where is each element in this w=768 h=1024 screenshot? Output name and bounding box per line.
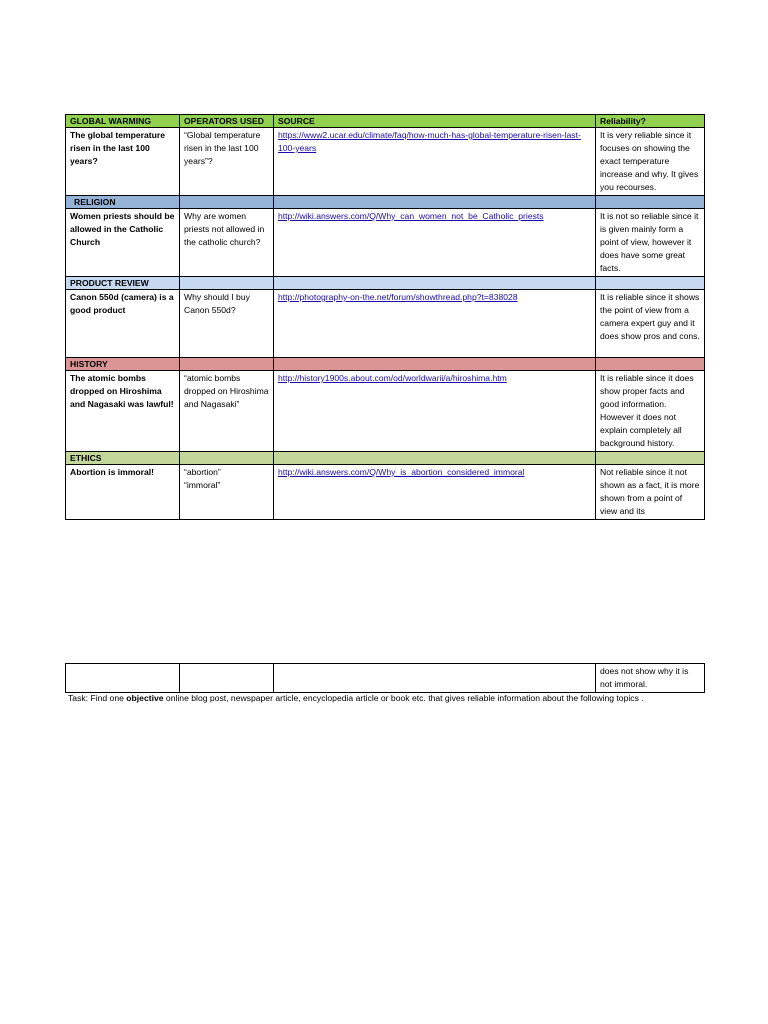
reliability-cell: It is reliable since it shows the point of view from a camera expert guy and it does show pros and cons.	[596, 290, 705, 358]
operators-cell: “atomic bombs dropped on Hiroshima and Nagasaki”	[180, 371, 274, 452]
header-row-history	[66, 358, 705, 371]
claim-cell: Canon 550d (camera) is a good product	[66, 290, 180, 358]
column-reliability: Reliability?	[596, 115, 705, 128]
continuation-table	[65, 663, 705, 693]
claim-cell: The global temperature risen in the last 100 years?	[66, 128, 180, 196]
source-cell	[274, 209, 596, 277]
header-cell	[180, 358, 274, 371]
source-link[interactable]: http://wiki.answers.com/Q/Why_is_abortion_considered_immoral	[278, 467, 525, 477]
source-cell	[274, 128, 596, 196]
header-cell	[274, 196, 596, 209]
claim-cell	[66, 664, 180, 693]
operator-line: “abortion”	[184, 467, 221, 477]
table-row	[66, 209, 705, 277]
header-row-global-warming	[66, 115, 705, 128]
header-cell	[180, 277, 274, 290]
header-cell	[596, 452, 705, 465]
reliability-cell: Not reliable since it not shown as a fact, it is more shown from a point of view and its	[596, 465, 705, 520]
topic-history: HISTORY	[66, 358, 180, 371]
operators-cell	[180, 664, 274, 693]
research-table	[65, 114, 705, 520]
header-cell	[180, 452, 274, 465]
header-row-product-review	[66, 277, 705, 290]
reliability-cell: It is very reliable since it focuses on showing the exact temperature increase and why. It gives you recourses.	[596, 128, 705, 196]
topic-global-warming: GLOBAL WARMING	[66, 115, 180, 128]
operators-cell: Why are women priests not allowed in the catholic church?	[180, 209, 274, 277]
source-link[interactable]: http://wiki.answers.com/Q/Why_can_women_not_be_Catholic_priests	[278, 211, 544, 221]
reliability-cell: It is reliable since it does show proper facts and good information. However it does not explain completely all background history.	[596, 371, 705, 452]
source-cell	[274, 371, 596, 452]
header-cell	[596, 277, 705, 290]
source-cell	[274, 664, 596, 693]
claim-cell: Women priests should be allowed in the Catholic Church	[66, 209, 180, 277]
header-row-ethics	[66, 452, 705, 465]
header-cell	[274, 452, 596, 465]
operators-cell: “Global temperature risen in the last 100 years”?	[180, 128, 274, 196]
table-row	[66, 371, 705, 452]
column-operators-used: OPERATORS USED	[180, 115, 274, 128]
task-suffix: online blog post, newspaper article, encyclopedia article or book etc. that gives reliable information about the following topics .	[163, 693, 644, 703]
table-row	[66, 664, 705, 693]
topic-religion: RELIGION	[66, 196, 180, 209]
table-row	[66, 290, 705, 358]
header-cell	[596, 196, 705, 209]
operators-cell	[180, 465, 274, 520]
source-link[interactable]: http://photography-on-the.net/forum/showthread.php?t=838028	[278, 292, 518, 302]
task-instructions	[68, 691, 708, 706]
source-cell	[274, 465, 596, 520]
topic-ethics: ETHICS	[66, 452, 180, 465]
claim-cell: The atomic bombs dropped on Hiroshima and Nagasaki was lawful!	[66, 371, 180, 452]
task-emphasis: objective	[126, 693, 164, 703]
source-cell	[274, 290, 596, 358]
reliability-cell: It is not so reliable since it is given mainly form a point of view, however it does have some great facts.	[596, 209, 705, 277]
header-cell	[274, 277, 596, 290]
topic-product-review: PRODUCT REVIEW	[66, 277, 180, 290]
table-row	[66, 128, 705, 196]
header-cell	[180, 196, 274, 209]
header-cell	[596, 358, 705, 371]
task-prefix: Task: Find one	[68, 693, 127, 703]
header-row-religion	[66, 196, 705, 209]
source-link[interactable]: http://history1900s.about.com/od/worldwarii/a/hiroshima.htm	[278, 373, 507, 383]
operators-cell: Why should I buy Canon 550d?	[180, 290, 274, 358]
table-row	[66, 465, 705, 520]
reliability-cell: does not show why it is not immoral.	[596, 664, 705, 693]
header-cell	[274, 358, 596, 371]
claim-cell: Abortion is immoral!	[66, 465, 180, 520]
operator-line: “immoral”	[184, 480, 221, 490]
column-source: SOURCE	[274, 115, 596, 128]
source-link[interactable]: https://www2.ucar.edu/climate/faq/how-much-has-global-temperature-risen-last-100-years	[278, 130, 581, 153]
